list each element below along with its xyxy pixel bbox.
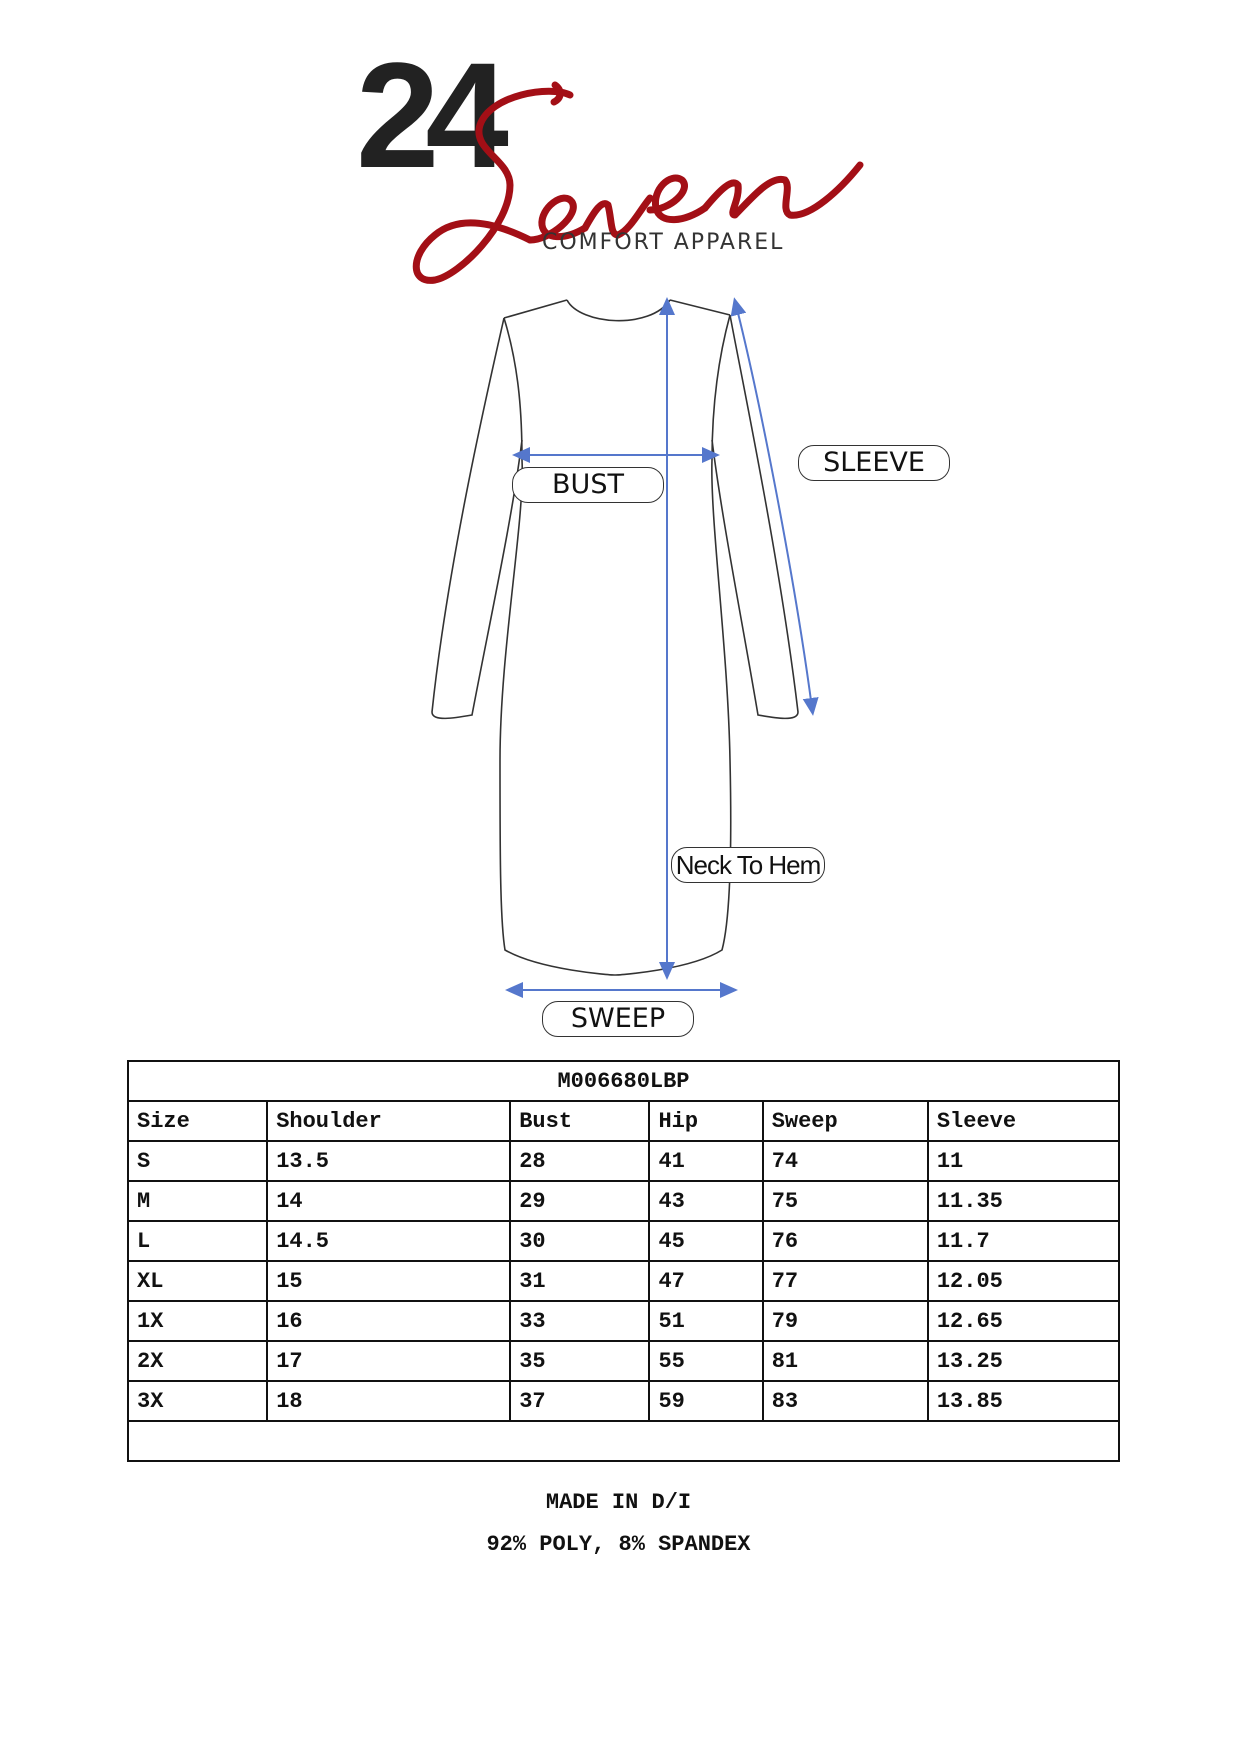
cell-sweep: 76 <box>763 1221 928 1261</box>
table-row <box>128 1381 1119 1421</box>
cell-sweep: 81 <box>763 1341 928 1381</box>
cell-shoulder: 14.5 <box>267 1221 510 1261</box>
header-shoulder: Shoulder <box>267 1101 510 1141</box>
cell-bust: 30 <box>510 1221 649 1261</box>
table-row <box>128 1141 1119 1181</box>
cell-sleeve: 13.25 <box>928 1341 1119 1381</box>
cell-hip: 59 <box>649 1381 762 1421</box>
cell-hip: 45 <box>649 1221 762 1261</box>
cell-shoulder: 18 <box>267 1381 510 1421</box>
cell-sleeve: 13.85 <box>928 1381 1119 1421</box>
cell-shoulder: 15 <box>267 1261 510 1301</box>
cell-bust: 28 <box>510 1141 649 1181</box>
style-code: M006680LBP <box>128 1061 1119 1101</box>
measure-arrows <box>513 305 812 990</box>
cell-hip: 47 <box>649 1261 762 1301</box>
cell-sleeve: 12.65 <box>928 1301 1119 1341</box>
origin-text: MADE IN D/I <box>545 1490 692 1515</box>
sweep-label: SWEEP <box>542 1001 694 1037</box>
cell-sweep: 79 <box>763 1301 928 1341</box>
bust-label: BUST <box>512 467 664 503</box>
cell-hip: 55 <box>649 1341 762 1381</box>
cell-shoulder: 13.5 <box>267 1141 510 1181</box>
table-row <box>128 1341 1119 1381</box>
header-sleeve: Sleeve <box>928 1101 1119 1141</box>
table-header-row <box>128 1101 1119 1141</box>
cell-size: M <box>128 1181 267 1221</box>
cell-size: L <box>128 1221 267 1261</box>
header-bust: Bust <box>510 1101 649 1141</box>
cell-sleeve: 11.7 <box>928 1221 1119 1261</box>
empty-cell <box>128 1421 1119 1461</box>
cell-bust: 29 <box>510 1181 649 1221</box>
cell-sweep: 77 <box>763 1261 928 1301</box>
cell-shoulder: 14 <box>267 1181 510 1221</box>
cell-sleeve: 12.05 <box>928 1261 1119 1301</box>
cell-bust: 33 <box>510 1301 649 1341</box>
cell-sleeve: 11.35 <box>928 1181 1119 1221</box>
cell-size: 3X <box>128 1381 267 1421</box>
cell-size: S <box>128 1141 267 1181</box>
header-sweep: Sweep <box>763 1101 928 1141</box>
header-size: Size <box>128 1101 267 1141</box>
fabric-text: 92% POLY, 8% SPANDEX <box>486 1532 751 1557</box>
brand-logo-number: 24 <box>356 31 495 199</box>
cell-bust: 35 <box>510 1341 649 1381</box>
table-empty-row <box>128 1421 1119 1461</box>
sleeve-arrow <box>736 305 812 708</box>
cell-shoulder: 17 <box>267 1341 510 1381</box>
header-hip: Hip <box>649 1101 762 1141</box>
cell-size: 2X <box>128 1341 267 1381</box>
size-chart-table <box>127 1060 1120 1462</box>
cell-sweep: 83 <box>763 1381 928 1421</box>
cell-hip: 51 <box>649 1301 762 1341</box>
table-row <box>128 1181 1119 1221</box>
cell-hip: 41 <box>649 1141 762 1181</box>
sleeve-label: SLEEVE <box>798 445 950 481</box>
table-row <box>128 1221 1119 1261</box>
table-row <box>128 1301 1119 1341</box>
cell-hip: 43 <box>649 1181 762 1221</box>
brand-tagline: COMFORT APPAREL <box>542 230 785 255</box>
cell-sleeve: 11 <box>928 1141 1119 1181</box>
cell-sweep: 74 <box>763 1141 928 1181</box>
cell-size: 1X <box>128 1301 267 1341</box>
cell-sweep: 75 <box>763 1181 928 1221</box>
cell-size: XL <box>128 1261 267 1301</box>
cell-bust: 37 <box>510 1381 649 1421</box>
cell-shoulder: 16 <box>267 1301 510 1341</box>
table-row <box>128 1261 1119 1301</box>
cell-bust: 31 <box>510 1261 649 1301</box>
neck-to-hem-label: Neck To Hem <box>671 847 825 883</box>
